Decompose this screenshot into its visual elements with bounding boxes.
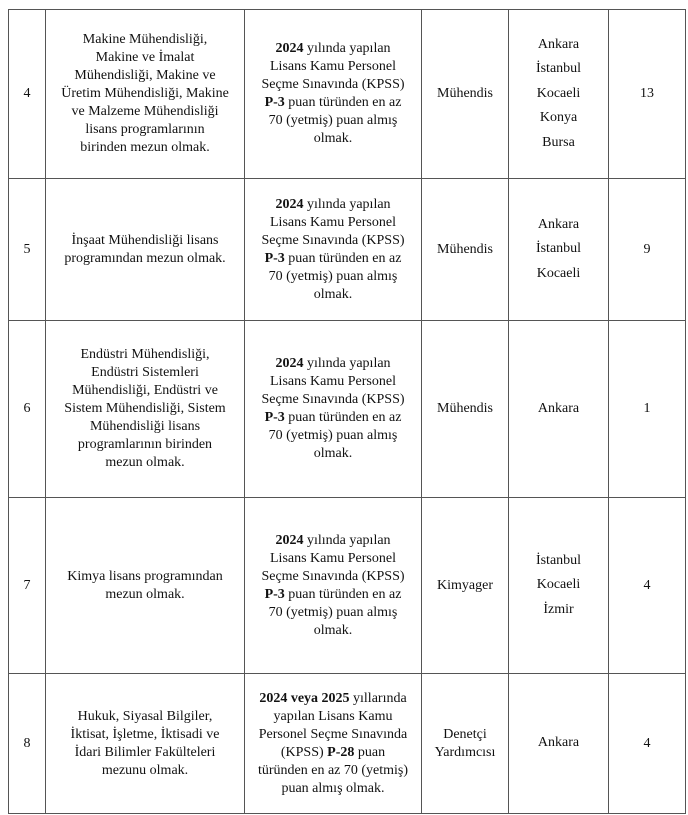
cities: Ankara bbox=[509, 321, 609, 498]
position-count: 4 bbox=[609, 498, 686, 674]
table-row bbox=[9, 498, 686, 674]
department-requirement: Makine Mühendisliği, Makine ve İmalat Mühendisliği, Makine ve Üretim Mühendisliği, Makine ve Malzeme Mühendisliği lisans programlarının birinden mezun olmak. bbox=[46, 10, 245, 179]
score-type: P-3 bbox=[264, 250, 285, 266]
exam-requirement: 2024 veya 2025 yıllarında yapılan Lisans Kamu Personel Seçme Sınavında (KPSS) P-28 puan türünden en az 70 (yetmiş) puan almış olmak. bbox=[245, 674, 422, 814]
department-requirement: Hukuk, Siyasal Bilgiler, İktisat, İşletme, İktisadi ve İdari Bilimler Fakülteleri mezunu olmak. bbox=[46, 674, 245, 814]
position-title: Denetçi Yardımcısı bbox=[422, 674, 509, 814]
score-type: P-3 bbox=[264, 586, 285, 602]
score-type: P-3 bbox=[264, 95, 285, 110]
cities: Ankara İstanbul Kocaeli bbox=[509, 179, 609, 321]
department-requirement: Endüstri Mühendisliği, Endüstri Sistemleri Mühendisliği, Endüstri ve Sistem Mühendisliği, Sistem Mühendisliği lisans programlarının birinden mezun olmak. bbox=[46, 321, 245, 498]
position-count: 4 bbox=[609, 674, 686, 814]
table-row bbox=[9, 321, 686, 498]
position-title: Mühendis bbox=[422, 321, 509, 498]
row-number: 4 bbox=[9, 10, 46, 179]
position-count: 1 bbox=[609, 321, 686, 498]
exam-year: 2024 veya 2025 bbox=[259, 690, 350, 706]
exam-year: 2024 bbox=[275, 196, 304, 212]
cities: Ankara İstanbul Kocaeli Konya Bursa bbox=[509, 10, 609, 179]
table-row bbox=[9, 10, 686, 179]
row-number: 8 bbox=[9, 674, 46, 814]
table-row bbox=[9, 179, 686, 321]
cities: Ankara bbox=[509, 674, 609, 814]
table-row bbox=[9, 674, 686, 814]
position-title: Mühendis bbox=[422, 10, 509, 179]
score-type: P-3 bbox=[264, 410, 285, 425]
score-type: P-28 bbox=[327, 744, 355, 760]
exam-year: 2024 bbox=[275, 41, 304, 56]
row-number: 5 bbox=[9, 179, 46, 321]
department-requirement: İnşaat Mühendisliği lisans programından mezun olmak. bbox=[46, 179, 245, 321]
exam-requirement: 2024 yılında yapılan Lisans Kamu Personel Seçme Sınavında (KPSS) P-3 puan türünden en az 70 (yetmiş) puan almış olmak. bbox=[245, 498, 422, 674]
position-title: Kimyager bbox=[422, 498, 509, 674]
exam-year: 2024 bbox=[275, 532, 304, 548]
row-number: 6 bbox=[9, 321, 46, 498]
cities: İstanbul Kocaeli İzmir bbox=[509, 498, 609, 674]
exam-requirement: 2024 yılında yapılan Lisans Kamu Personel Seçme Sınavında (KPSS) P-3 puan türünden en az 70 (yetmiş) puan almış olmak. bbox=[245, 321, 422, 498]
position-count: 9 bbox=[609, 179, 686, 321]
row-number: 7 bbox=[9, 498, 46, 674]
department-requirement: Kimya lisans programından mezun olmak. bbox=[46, 498, 245, 674]
exam-requirement: 2024 yılında yapılan Lisans Kamu Personel Seçme Sınavında (KPSS) P-3 puan türünden en az 70 (yetmiş) puan almış olmak. bbox=[245, 10, 422, 179]
exam-year: 2024 bbox=[275, 356, 304, 371]
position-count: 13 bbox=[609, 10, 686, 179]
exam-requirement: 2024 yılında yapılan Lisans Kamu Personel Seçme Sınavında (KPSS) P-3 puan türünden en az 70 (yetmiş) puan almış olmak. bbox=[245, 179, 422, 321]
positions-table bbox=[8, 9, 686, 814]
position-title: Mühendis bbox=[422, 179, 509, 321]
